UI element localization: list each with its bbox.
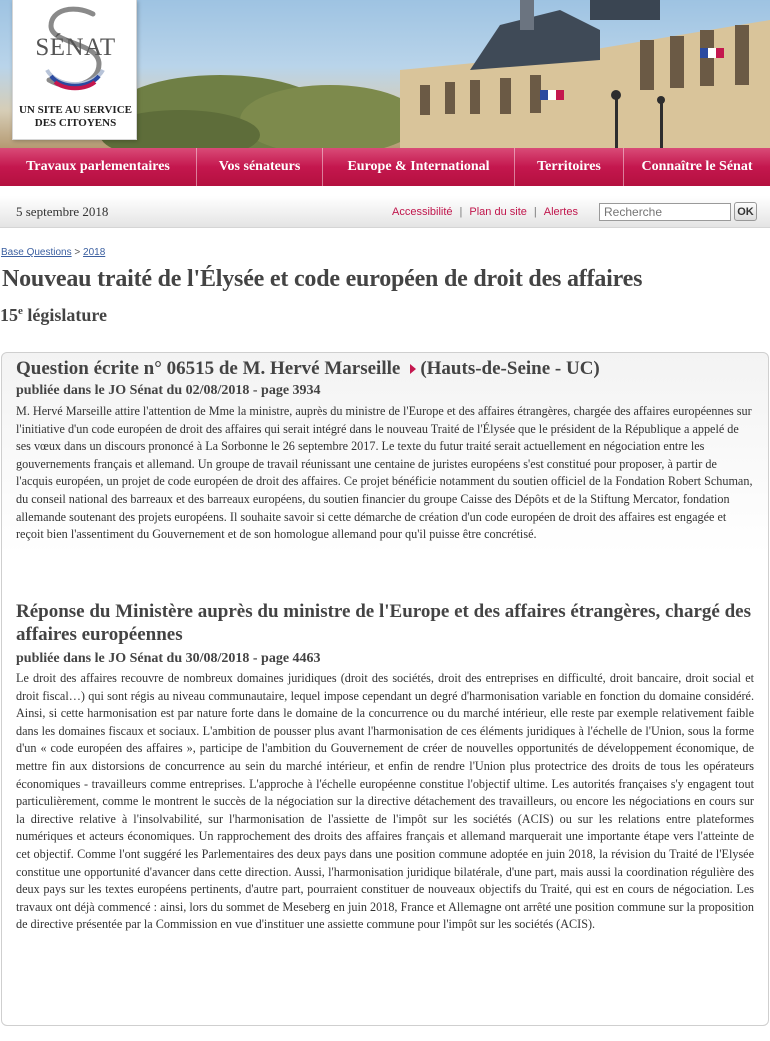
- nav-item-territoires[interactable]: Territoires: [515, 148, 624, 186]
- logo-name: SÉNAT: [35, 34, 116, 61]
- question-group: (Hauts-de-Seine - UC): [420, 358, 600, 379]
- logo-tagline: UN SITE AU SERVICE DES CITOYENS: [18, 104, 132, 129]
- search-input[interactable]: [599, 203, 731, 221]
- question-published: publiée dans le JO Sénat du 02/08/2018 - page 3934: [16, 383, 321, 398]
- breadcrumb: [1, 247, 105, 258]
- nav-item-senateurs[interactable]: Vos sénateurs: [197, 148, 323, 186]
- site-header: [0, 0, 770, 148]
- senat-logo[interactable]: [12, 0, 137, 140]
- nav-item-travaux[interactable]: Travaux parlementaires: [0, 148, 197, 186]
- search-ok-button[interactable]: OK: [734, 202, 757, 221]
- utility-links: [392, 206, 578, 218]
- breadcrumb-base-questions[interactable]: Base Questions: [1, 247, 72, 258]
- nav-item-europe[interactable]: Europe & International: [323, 148, 515, 186]
- question-heading: [16, 358, 600, 380]
- alerts-link[interactable]: Alertes: [543, 206, 578, 218]
- question-text: M. Hervé Marseille attire l'attention de Mme la ministre, auprès du ministre de l'Europe et des affaires étrangères, chargée des affaires européennes sur l'initiative d'un code européen de droit des affaires qui serait intégré dans le nouveau Traité de l'Élysée que le président de la République a appelé de ses vœux dans un discours prononcé à La Sorbonne le 26 septembre 2017. Le texte du futur traité serait actuellement en négociation entre les gouvernements français et allemand. Un groupe de travail réunissant une centaine de juristes européens s'est constitué pour proposer, à partir de l'acquis européen, un projet de code européen de droit des affaires. Ce projet bénéficie notamment du soutien officiel de la Fondation Robert Schuman, du conseil national des barreaux et des barreaux européens, du soutien financier du groupe Caisse des Dépôts et de la Stiftung Mercator, fondation allemande soutenant des projets européens. Il souhaite savoir si cette démarche de création d'un code européen de droit des affaires est engagée et reçoit bien l'assentiment du Gouvernement et de son homologue allemand pour qu'il puisse être concrétisé.: [16, 404, 753, 542]
- legislature-suffix: e: [18, 305, 23, 317]
- link-separator: |: [533, 206, 537, 218]
- page-title: Nouveau traité de l'Élysée et code européen de droit des affaires: [2, 266, 643, 292]
- sitemap-link[interactable]: Plan du site: [469, 206, 527, 218]
- main-nav: [0, 148, 770, 186]
- breadcrumb-year[interactable]: 2018: [83, 247, 106, 258]
- answer-text: Le droit des affaires recouvre de nombreux domaines juridiques (droit des sociétés, droit des entreprises en difficulté, droit bancaire, droit social et droit fiscal…) qui sont régis au niveau communautaire, lequel impose cependant un degré d'harmonisation variable en fonction du domaine considéré. Ainsi, si cette harmonisation est par nature forte dans le domaine de la concurrence ou du marché intérieur, elle reste par exemple relativement faible dans les domaines fiscaux et sociaux. L'ambition de pousser plus avant l'harmonisation de ces éléments juridiques à l'échelle de l'Union, sous la forme d'un « code européen des affaires », participe de l'ambition du Gouvernement de créer de nouvelles opportunités de développement économique, de mettre fin aux distorsions de concurrence au sein du marché intérieur, et enfin de rendre l'Union plus protectrice des droits de tous les opérateurs économiques - travailleurs comme entreprises. L'approche à l'échelle européenne constitue l'objectif ultime. Les autorités françaises s'y engagent tout particulièrement, comme le montrent le succès de la négociation sur la directive détachement des travailleurs, ou encore les négociations en cours sur la directive relative à l'insolvabilité, sur l'harmonisation de l'assiette de l'impôt sur les sociétés (ACIS) ou sur les relations entre plateformes numériques et acteurs économiques. Un rapprochement des droits des affaires français et allemand marquerait une importante étape vers l'atteinte de cet objectif. Comme l'ont suggéré les Parlementaires des deux pays dans une position commune adoptée en juin 2018, la révision du Traité de l'Elysée constitue une opportunité d'avancer dans cette direction. Aussi, l'harmonisation juridique bilatérale, d'une part, mais aussi la coordination régulière des deux pays sur les textes européens pertinents, d'autre part, pourraient constituer de nouveaux objectifs du Traité, qui est en cours de négociation. Les travaux ont déjà commencé : ainsi, lors du sommet de Meseberg en juin 2018, France et Allemagne ont arrêté une position commune sur la proposition de directive présentée par la Commission en vue d'instituer une assiette commune pour l'impôt sur les sociétés (ACIS).: [16, 671, 754, 932]
- question-title: Question écrite n° 06515 de M. Hervé Marseille: [16, 358, 401, 379]
- legislature-number: 15: [0, 305, 18, 325]
- link-separator: |: [459, 206, 463, 218]
- accessibility-link[interactable]: Accessibilité: [392, 206, 453, 218]
- current-date: 5 septembre 2018: [16, 204, 109, 219]
- nav-item-connaitre[interactable]: Connaître le Sénat: [641, 159, 753, 174]
- breadcrumb-separator: >: [74, 247, 81, 258]
- answer-heading: Réponse du Ministère auprès du ministre de l'Europe et des affaires étrangères, chargé des affaires européennes: [16, 601, 751, 645]
- legislature: [0, 305, 107, 326]
- arrow-right-icon[interactable]: [410, 364, 416, 374]
- answer-published: publiée dans le JO Sénat du 30/08/2018 - page 4463: [16, 651, 321, 666]
- legislature-label: législature: [27, 305, 108, 325]
